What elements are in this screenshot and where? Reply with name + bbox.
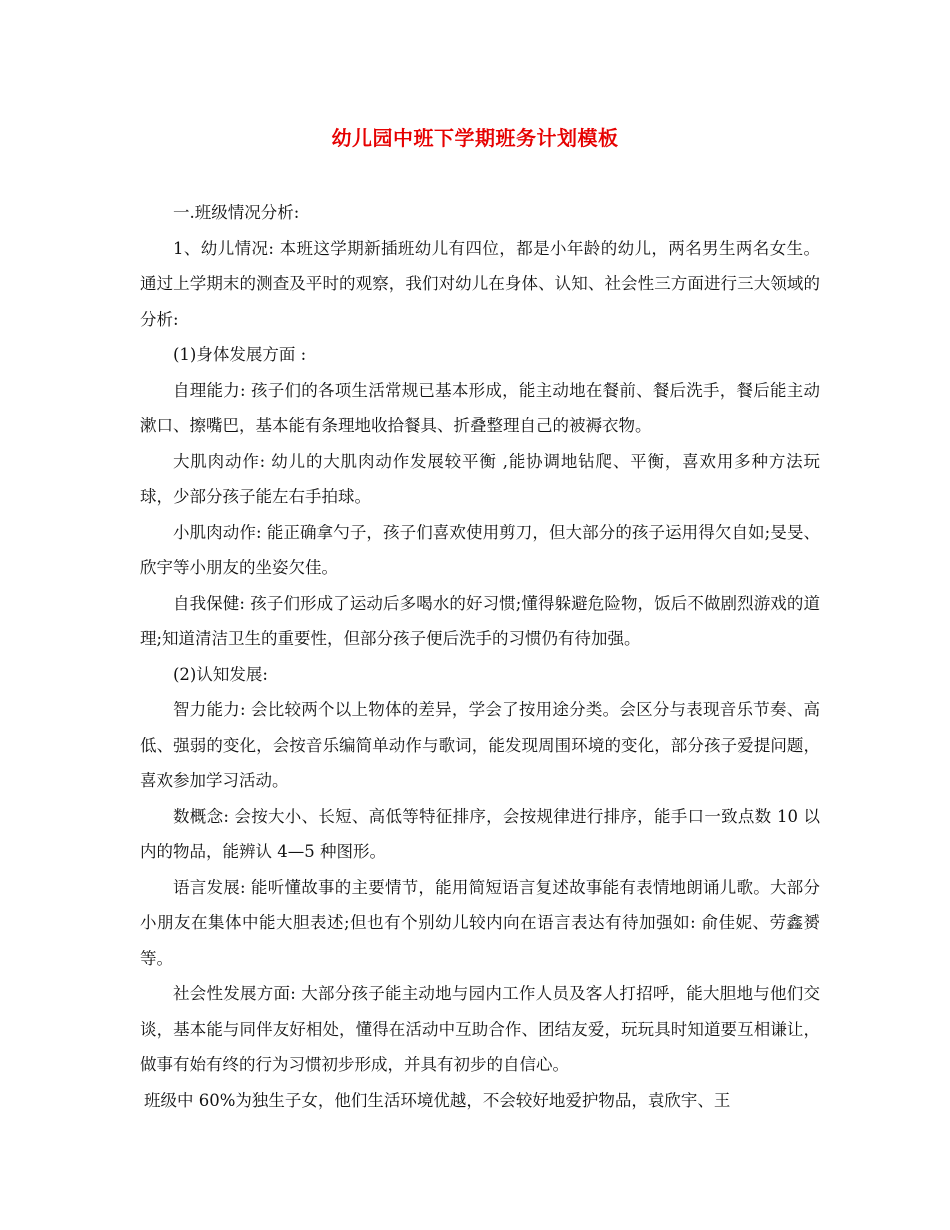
paragraph-cognitive-heading: (2)认知发展: bbox=[173, 664, 268, 684]
paragraph-number-concept: 数概念: 会按大小、长短、高低等特征排序，会按规律进行排序，能手口一致点数 10 以内的物品，能辨认 4—5 种图形。 bbox=[140, 806, 820, 861]
document-title: 幼儿园中班下学期班务计划模板 bbox=[331, 126, 619, 150]
paragraph-intelligence: 智力能力: 会比较两个以上物体的差异，学会了按用途分类。会区分与表现音乐节奏、高低、强弱的变化，会按音乐编简单动作与歌词，能发现周围环境的变化，部分孩子爱提问题，喜欢参加学习活动。 bbox=[140, 700, 820, 790]
paragraph-self-care: 自理能力: 孩子们的各项生活常规已基本形成，能主动地在餐前、餐后洗手，餐后能主动漱口、擦嘴巴，基本能有条理地收拾餐具、折叠整理自己的被褥衣物。 bbox=[140, 380, 820, 435]
paragraph-only-children: 班级中 60%为独生子女，他们生活环境优越，不会较好地爱护物品，袁欣宇、王 bbox=[144, 1090, 731, 1110]
paragraph-children-situation: 1、幼儿情况: 本班这学期新插班幼儿有四位，都是小年龄的幼儿，两名男生两名女生。通过上学期末的测查及平时的观察，我们对幼儿在身体、认知、社会性三方面进行三大领域的分析: bbox=[140, 238, 820, 329]
paragraph-physical-heading: (1)身体发展方面 : bbox=[173, 345, 307, 364]
paragraph-gross-motor: 大肌肉动作: 幼儿的大肌肉动作发展较平衡 ,能协调地钻爬、平衡，喜欢用多种方法玩球，少部分孩子能左右手拍球。 bbox=[140, 451, 820, 506]
paragraph-social: 社会性发展方面: 大部分孩子能主动地与园内工作人员及客人打招呼，能大胆地与他们交谈，基本能与同伴友好相处，懂得在活动中互助合作、团结友爱，玩玩具时知道要互相谦让，做事有始有终的行为习惯初步形成，并具有初步的自信心。 bbox=[140, 984, 820, 1074]
paragraph-language: 语言发展: 能听懂故事的主要情节，能用简短语言复述故事能有表情地朗诵儿歌。大部分小朋友在集体中能大胆表述;但也有个别幼儿较内向在语言表达有待加强如: 俞佳妮、劳鑫赟等。 bbox=[140, 877, 820, 968]
paragraph-self-health: 自我保健: 孩子们形成了运动后多喝水的好习惯;懂得躲避危险物，饭后不做剧烈游戏的道理;知道清洁卫生的重要性，但部分孩子便后洗手的习惯仍有待加强。 bbox=[140, 593, 820, 648]
paragraph-section-heading: 一.班级情况分析: bbox=[173, 203, 300, 222]
paragraph-fine-motor: 小肌肉动作: 能正确拿勺子，孩子们喜欢使用剪刀，但大部分的孩子运用得欠自如;旻旻、欣宇等小朋友的坐姿欠佳。 bbox=[140, 522, 820, 577]
document-body bbox=[140, 195, 820, 1118]
